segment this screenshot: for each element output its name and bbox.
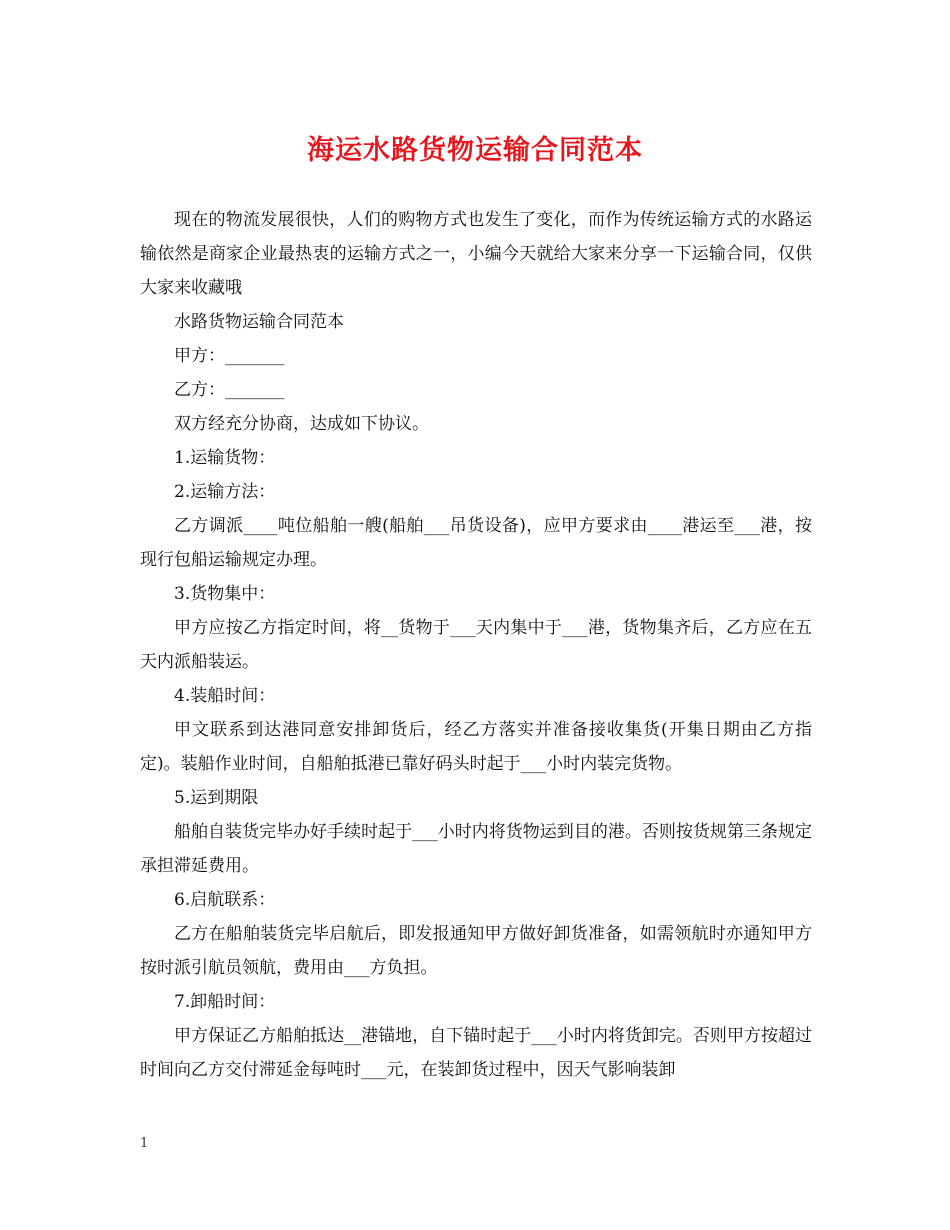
paragraph-party-a: 甲方：_______ xyxy=(174,346,285,366)
section-heading-7: 7.卸船时间： xyxy=(174,992,276,1012)
section-body-7: 甲方保证乙方船舶抵达__港锚地，自下锚时起于___小时内将货卸完。否则甲方按超过时间向乙方交付滞延金每吨时___元，在装卸货过程中，因天气影响装卸 xyxy=(140,1026,812,1080)
paragraph-intro: 现在的物流发展很快，人们的购物方式也发生了变化，而作为传统运输方式的水路运输依然是商家企业最热衷的运输方式之一，小编今天就给大家来分享一下运输合同，仅供大家来收藏哦 xyxy=(140,210,812,298)
section-body-2: 乙方调派____吨位船舶一艘(船舶___吊货设备)，应甲方要求由____港运至___港，按现行包船运输规定办理。 xyxy=(140,516,812,570)
section-heading-6: 6.启航联系： xyxy=(174,890,276,910)
paragraph-contract-name: 水路货物运输合同范本 xyxy=(174,312,344,332)
section-body-6: 乙方在船舶装货完毕启航后，即发报通知甲方做好卸货准备，如需领航时亦通知甲方按时派引航员领航，费用由___方负担。 xyxy=(140,924,812,978)
section-body-4: 甲文联系到达港同意安排卸货后，经乙方落实并准备接收集货(开集日期由乙方指定)。装船作业时间，自船舶抵港已靠好码头时起于___小时内装完货物。 xyxy=(140,720,812,774)
section-heading-5: 5.运到期限 xyxy=(174,788,259,808)
section-heading-1: 1.运输货物： xyxy=(174,448,276,468)
section-heading-3: 3.货物集中： xyxy=(174,584,276,604)
paragraph-party-b: 乙方：_______ xyxy=(174,380,285,400)
document-title: 海运水路货物运输合同范本 xyxy=(307,135,643,166)
document-body xyxy=(140,203,812,1087)
section-heading-2: 2.运输方法： xyxy=(174,482,276,502)
section-body-3: 甲方应按乙方指定时间，将__货物于___天内集中于___港，货物集齐后，乙方应在五天内派船装运。 xyxy=(140,618,812,672)
section-heading-4: 4.装船时间： xyxy=(174,686,276,706)
paragraph-agreement: 双方经充分协商，达成如下协议。 xyxy=(174,414,429,434)
section-body-5: 船舶自装货完毕办好手续时起于___小时内将货物运到目的港。否则按货规第三条规定承担滞延费用。 xyxy=(140,822,812,876)
page-number: 1 xyxy=(140,1136,149,1151)
